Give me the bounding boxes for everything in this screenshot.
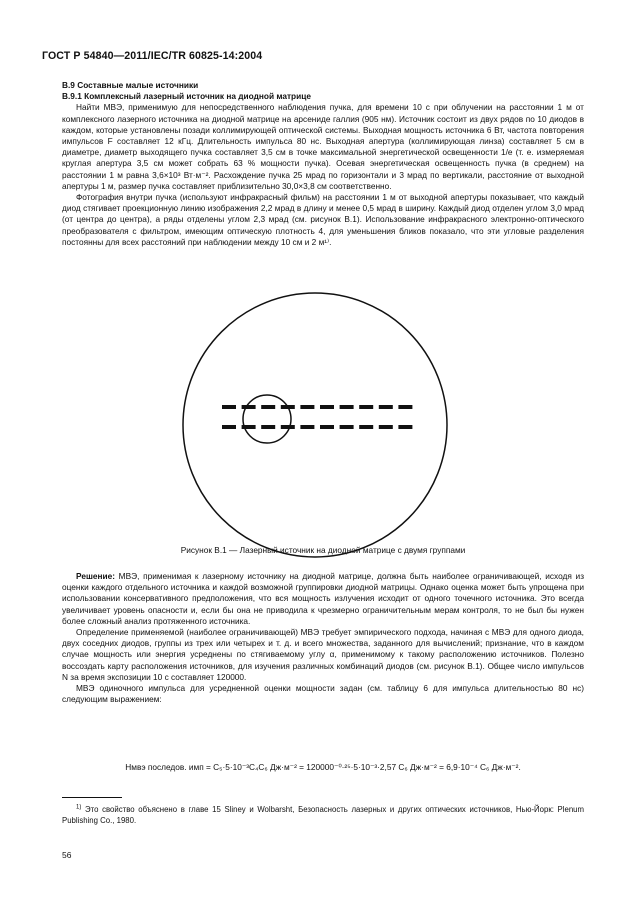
diode-dash <box>340 405 354 409</box>
paragraph-1: Найти МВЭ, применимую для непосредственного наблюдения пучка, для времени 10 с при облучении на расстоянии 1 м от комплексного лазерного источника на диодной матрице на арсениде галлия (905 нм). Источник состоит из двух рядов по 10 диодов в каждом, которые установлены позади коллимирующей оптической системы. Выходная мощность источника 6 Вт, частота повторения импульсов F составляет 12 кГц. Длительность импульса 80 нс. Выходная апертура (коллимирующая линза) составляет 5 см в диаметре, диаметр выходящего пучка составляет 3,5 см в точке максимальной энергетической освещенности 1/e (т. е. измеряемая круглая апертура 3,5 см может собрать 63 % мощности пучка). Осевая энергетическая освещенность пучка (в среднем) на расстоянии 1 м равна 3,6×10³ Вт·м⁻². Расхождение пучка 25 мрад по горизонтали и 3 мрад по вертикали, расстояние от выходной апертуры 1 м, размер пучка составляет приблизительно 30,0×3,8 см соответственно. <box>62 102 584 191</box>
paragraph-5: МВЭ одиночного импульса для усредненной оценки мощности задан (см. таблицу 6 для импульса длительностью 80 нс) следующим выражением: <box>62 683 584 705</box>
page-number: 56 <box>62 850 72 860</box>
section-heading-b9: B.9 Составные малые источники <box>62 80 199 90</box>
paragraph-2: Фотография внутри пучка (используют инфракрасный фильм) на расстоянии 1 м от выходной апертуры показывает, что каждый диод стягивает проекционную линию изображения 2,2 мрад в длину и менее 0,5 мрад в ширину. Каждый диод отделен углом 3,0 мрад (от центра до центра), а ряды отделены углом 2,3 мрад (см. рисунок B.1). Использование инфракрасного электронно-оптического преобразователя с фильтром, имеющим оптическую плотность 4, для уменьшения бликов показало, что эти угловые разделения постоянны для всех расстояний при наблюдении между 10 см и 2 м¹⁾. <box>62 192 584 247</box>
highlight-circle <box>243 395 291 443</box>
footnote <box>62 804 584 826</box>
section-text-top <box>62 80 584 248</box>
footnote-mark: 1) <box>76 804 82 811</box>
diode-dash <box>242 425 256 429</box>
diode-dash <box>300 425 314 429</box>
diode-dash <box>359 405 373 409</box>
section-heading-b91: B.9.1 Комплексный лазерный источник на диодной матрице <box>62 91 311 102</box>
diode-dash <box>379 425 393 429</box>
diode-dash <box>261 425 275 429</box>
formula: Hᴍʙэ последов. имп = C₅·5·10⁻³C₄C₆ Дж·м⁻² = 120000⁻⁰·²⁵·5·10⁻³·2,57 C₆ Дж·м⁻² = 6,9·10⁻⁴ C₆ Дж·м⁻². <box>125 762 521 772</box>
diode-dashes <box>222 405 412 429</box>
diode-dash <box>320 425 334 429</box>
paragraph-3 <box>62 571 584 627</box>
diode-dash <box>340 425 354 429</box>
diode-dash <box>242 405 256 409</box>
footnote-text: Это свойство объяснено в главе 15 Sliney и Wolbarsht, Безопасность лазерных и других оптических источников, Нью-Йорк: Plenum Publishing Co., 1980. <box>62 805 584 825</box>
section-text-bottom <box>62 571 584 705</box>
footnote-rule <box>62 797 122 798</box>
diode-dash <box>379 405 393 409</box>
diode-dash <box>222 425 236 429</box>
paragraph-3-text: МВЭ, применимая к лазерному источнику на диодной матрице, должна быть наиболее ограничивающей, исходя из оценки каждого отдельного источника и каждой возможной группировки диодной матрицы. Однако оценка может быть упрощена при использовании консервативного предположения, что вся мощность излучения исходит от одного точечного источника. Это всегда увеличивает уровень опасности и, если бы она не приводила к чрезмерно ограничительным мерам контроля, то не был бы нужен более сложный анализ протяженного источника. <box>62 571 584 626</box>
paragraph-4: Определение применяемой (наиболее ограничивающей) МВЭ требует эмпирического подхода, начиная с МВЭ для одного диода, двух соседних диодов, группы из трех или четырех и т. д. и всего множества, заданного для вычислений; признание, что в каждом случае мощность или энергия усреднены по стягиваемому углу α, применимому к такому расположению источников. Полезно воссоздать карту расположения источников, для изучения различных комбинаций диодов (см. рисунок B.1). Общее число импульсов N за время экспозиции 10 с составляет 120000. <box>62 627 584 682</box>
diode-dash <box>320 405 334 409</box>
diode-dash <box>300 405 314 409</box>
diode-dash <box>398 425 412 429</box>
document-header: ГОСТ Р 54840—2011/IEC/TR 60825-14:2004 <box>42 50 263 62</box>
diode-dash <box>281 405 295 409</box>
solution-label: Решение: <box>76 571 115 581</box>
diode-dash <box>222 405 236 409</box>
diode-array-figure <box>180 290 450 560</box>
diode-dash <box>281 425 295 429</box>
figure-caption: Рисунок B.1 — Лазерный источник на диодной матрице с двумя группами <box>180 545 466 555</box>
diode-dash <box>359 425 373 429</box>
diode-dash <box>261 405 275 409</box>
diode-dash <box>398 405 412 409</box>
